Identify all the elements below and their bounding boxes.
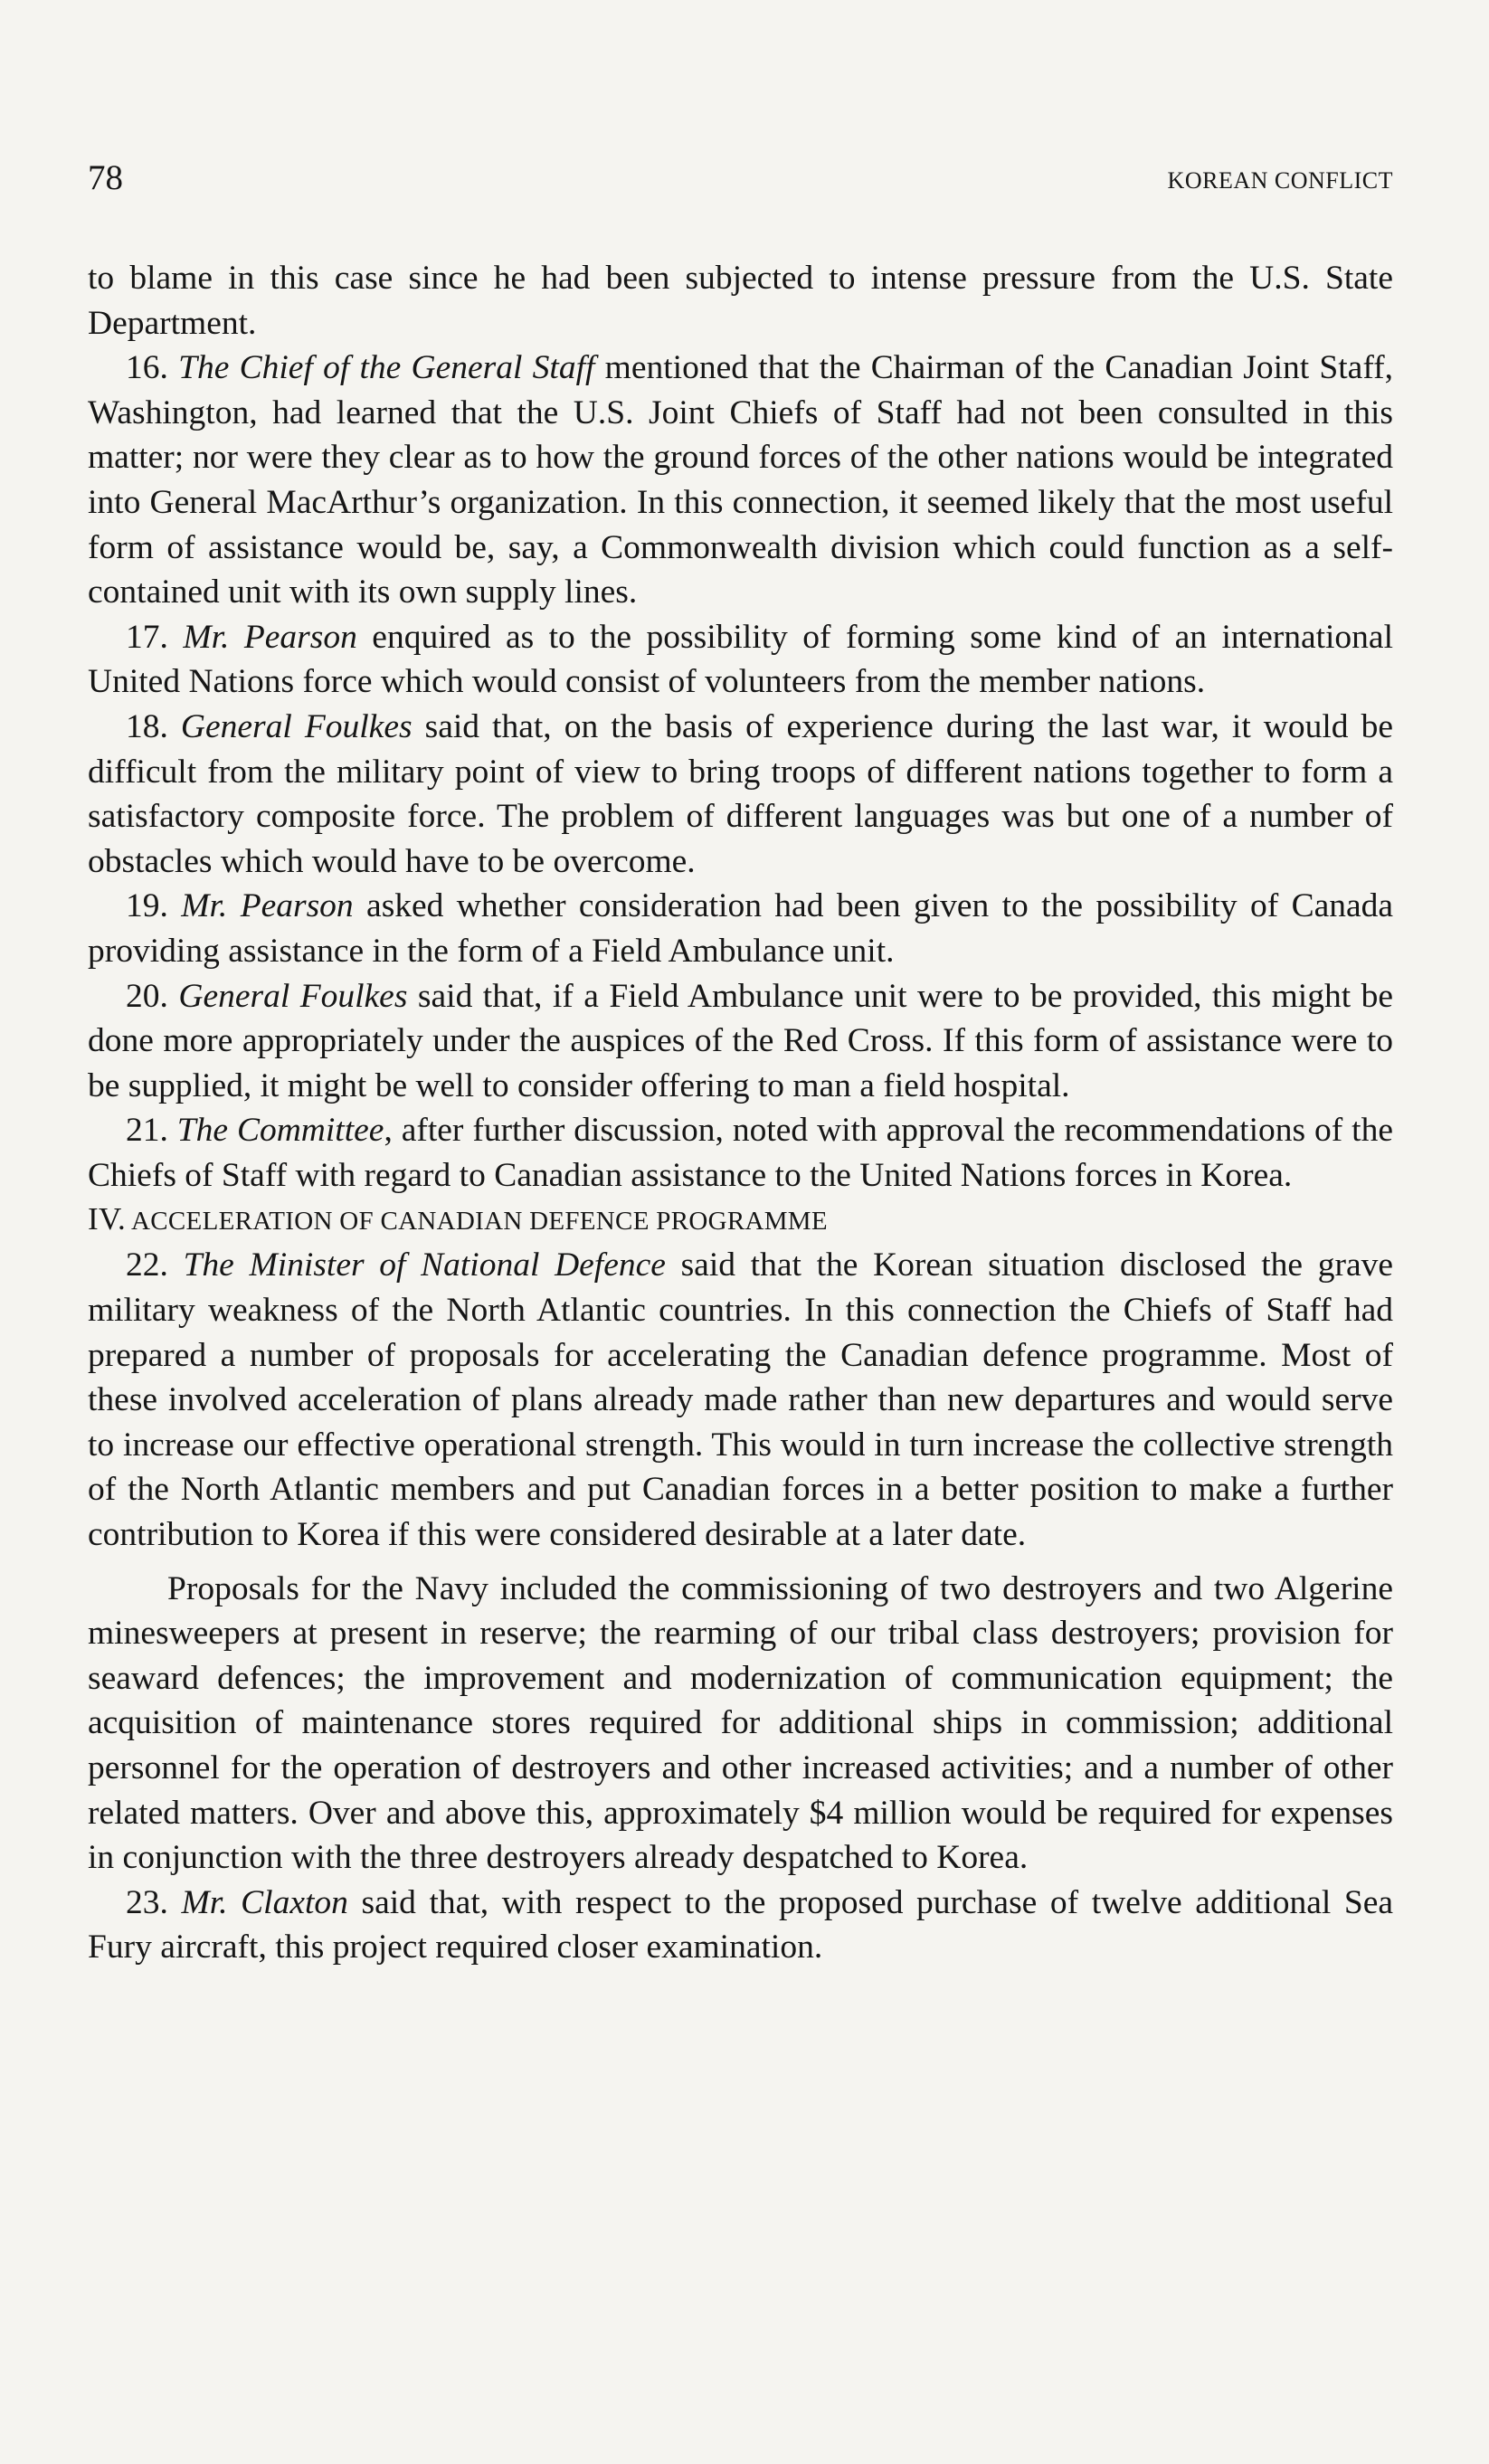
speaker-title: Mr. [183,618,230,656]
speaker-name: The Chief of the General Staff [178,349,595,387]
speaker-title: Mr. [181,1883,228,1921]
paragraph-20 [88,974,1393,1109]
paragraph-text: said that, if a Field Ambulance unit were to be provided, this might be done more appropriately under the auspices of the Red Cross. If this form of assistance were to be supplied, it might be well to consider offering to man a field hospital. [88,977,1394,1104]
speaker-name: Pearson [243,618,357,656]
paragraph-number: 19. [126,887,168,925]
paragraph-number: 16. [126,349,168,387]
speaker-name: The Minister of National Defence [183,1246,666,1284]
paragraph-text: said that, with respect to the proposed purchase of twelve additional Sea Fury aircraft, this project required closer examination. [88,1883,1394,1966]
running-head: KOREAN CONFLICT [1167,167,1393,194]
speaker-name: General Foulkes [178,977,408,1015]
speaker-name: The Committee [176,1112,384,1150]
paragraph-text: enquired as to the possibility of forming some kind of an international United Nations force which would consist of volunteers from the member nations. [88,618,1393,701]
paragraph-18 [88,705,1393,884]
section-title: ACCELERATION OF CANADIAN DEFENCE PROGRAMME [131,1207,828,1237]
paragraph-continued: to blame in this case since he had been subjected to intense pressure from the U.S. State Department. [88,260,1393,342]
paragraph-21 [88,1108,1393,1198]
paragraph-text: , after further discussion, noted with approval the recommendations of the Chiefs of Staff with regard to Canadian assistance to the United Nations forces in Korea. [88,1112,1393,1194]
paragraph-17 [88,615,1393,705]
paragraph-number: 21. [126,1112,168,1150]
speaker-name: General Foulkes [180,707,413,745]
speaker-name: Pearson [240,887,354,925]
paragraph-number: 22. [126,1246,168,1284]
paragraph-number: 23. [126,1883,168,1921]
paragraph-text: said that the Korean situation disclosed the grave military weakness of the North Atlantic countries. In this connection the Chiefs of Staff had prepared a number of proposals for accelerating the Canadian defence programme. Most of these involved acceleration of plans already made rather than new departures and would serve to increase our effective operational strength. This would in turn increase the collective strength of the North Atlantic members and put Canadian forces in a better position to make a further contribution to Korea if this were considered desirable at a later date. [88,1246,1394,1554]
page-header [88,156,1393,201]
section-numeral: IV. [88,1201,127,1237]
paragraph-22 [88,1243,1393,1557]
paragraph-text: asked whether consideration had been given to the possibility of Canada providing assistance in the form of a Field Ambulance unit. [88,887,1394,970]
paragraph-23 [88,1881,1393,1970]
paragraph-19 [88,884,1393,973]
document-body [88,256,1393,1970]
page-number: 78 [88,158,123,197]
speaker-name: Claxton [241,1883,348,1921]
paragraph-number: 18. [126,707,168,745]
paragraph-text: mentioned that the Chairman of the Canadian Joint Staff, Washington, had learned that the U.S. Joint Chiefs of Staff had not been consulted in this matter; nor were they clear as to how the ground forces of the other nations would be integrated into General MacArthur’s organization. In this connection, it seemed likely that the most useful form of assistance would be, say, a Commonwealth division which could function as a self-contained unit with its own supply lines. [88,349,1393,611]
paragraph-text: said that, on the basis of experience during the last war, it would be difficult from the military point of view to bring troops of different nations together to form a satisfactory composite force. The problem of different languages was but one of a number of obstacles which would have to be overcome. [88,707,1393,880]
paragraph-number: 17. [126,618,168,656]
paragraph-16 [88,346,1393,615]
paragraph-22-continued: Proposals for the Navy included the commissioning of two destroyers and two Algerine minesweepers at present in reserve; the rearming of our tribal class destroyers; provision for seaward defences; the improvement and modernization of communication equipment; the acquisition of maintenance stores required for additional ships in commission; additional personnel for the operation of destroyers and other increased activities; and a number of other related matters. Over and above this, approximately $4 million would be required for expenses in conjunction with the three destroyers already despatched to Korea. [88,1569,1393,1877]
paragraph-number: 20. [126,977,168,1015]
speaker-title: Mr. [181,887,228,925]
section-heading [88,1198,1393,1243]
